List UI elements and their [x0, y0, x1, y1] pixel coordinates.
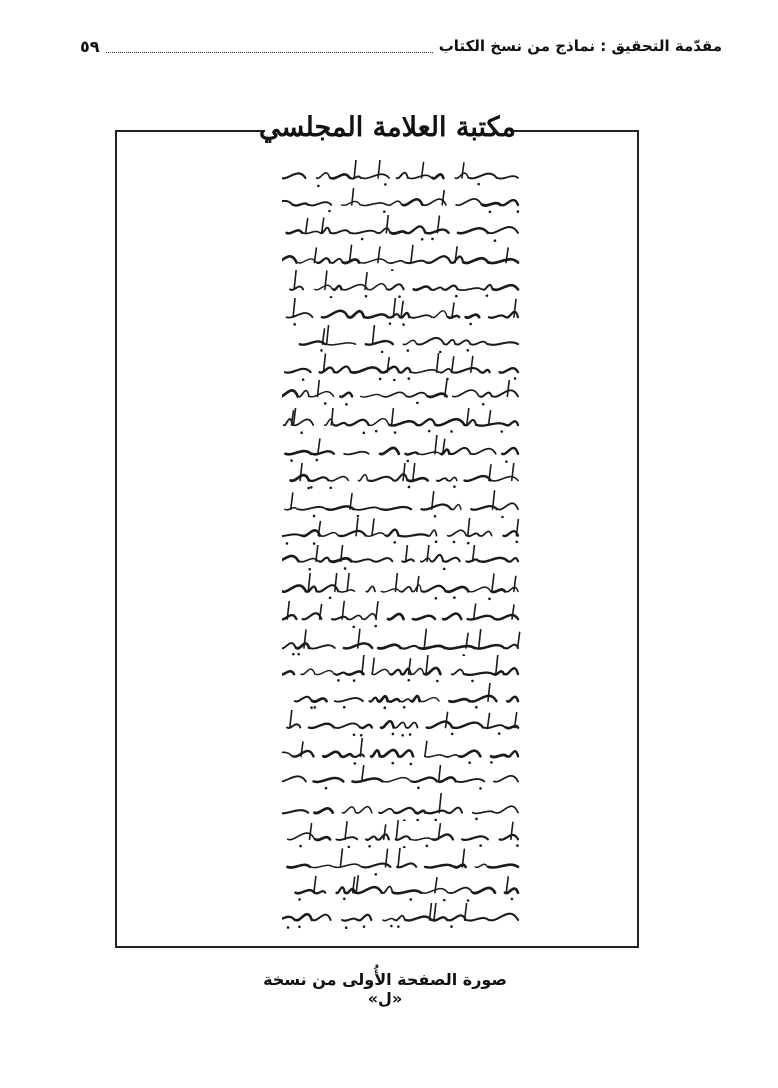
manuscript-line — [282, 518, 522, 546]
library-seal — [258, 104, 517, 150]
manuscript-line — [282, 875, 522, 903]
manuscript-line — [282, 380, 522, 408]
manuscript-line — [282, 435, 522, 463]
manuscript-line — [282, 243, 522, 271]
manuscript-line — [282, 463, 522, 491]
running-header — [80, 34, 722, 58]
manuscript-line — [282, 655, 522, 683]
manuscript-line — [282, 490, 522, 518]
manuscript-line — [282, 600, 522, 628]
figure-caption: صورة الصفحة الأُولى من نسخة «ل» — [263, 970, 507, 1008]
manuscript-image — [282, 160, 522, 930]
manuscript-line — [282, 683, 522, 711]
dot-leader — [106, 40, 433, 53]
manuscript-line — [282, 848, 522, 876]
manuscript-line — [282, 738, 522, 766]
manuscript-line — [282, 903, 522, 931]
manuscript-line — [282, 298, 522, 326]
manuscript-line — [282, 325, 522, 353]
manuscript-line — [282, 628, 522, 656]
manuscript-line — [282, 710, 522, 738]
manuscript-line — [282, 215, 522, 243]
manuscript-line — [282, 793, 522, 821]
manuscript-line — [282, 353, 522, 381]
manuscript-line — [282, 545, 522, 573]
page-number: ٥٩ — [80, 36, 100, 56]
seal-text: مكتبة العلامة المجلسي — [258, 111, 517, 143]
manuscript-line — [282, 408, 522, 436]
manuscript-line — [282, 160, 522, 188]
manuscript-line — [282, 188, 522, 216]
manuscript-line — [282, 765, 522, 793]
manuscript-line — [282, 270, 522, 298]
manuscript-line — [282, 573, 522, 601]
header-title: مقدّمة التحقيق : نماذج من نسخ الكتاب — [438, 37, 722, 55]
manuscript-line — [282, 820, 522, 848]
